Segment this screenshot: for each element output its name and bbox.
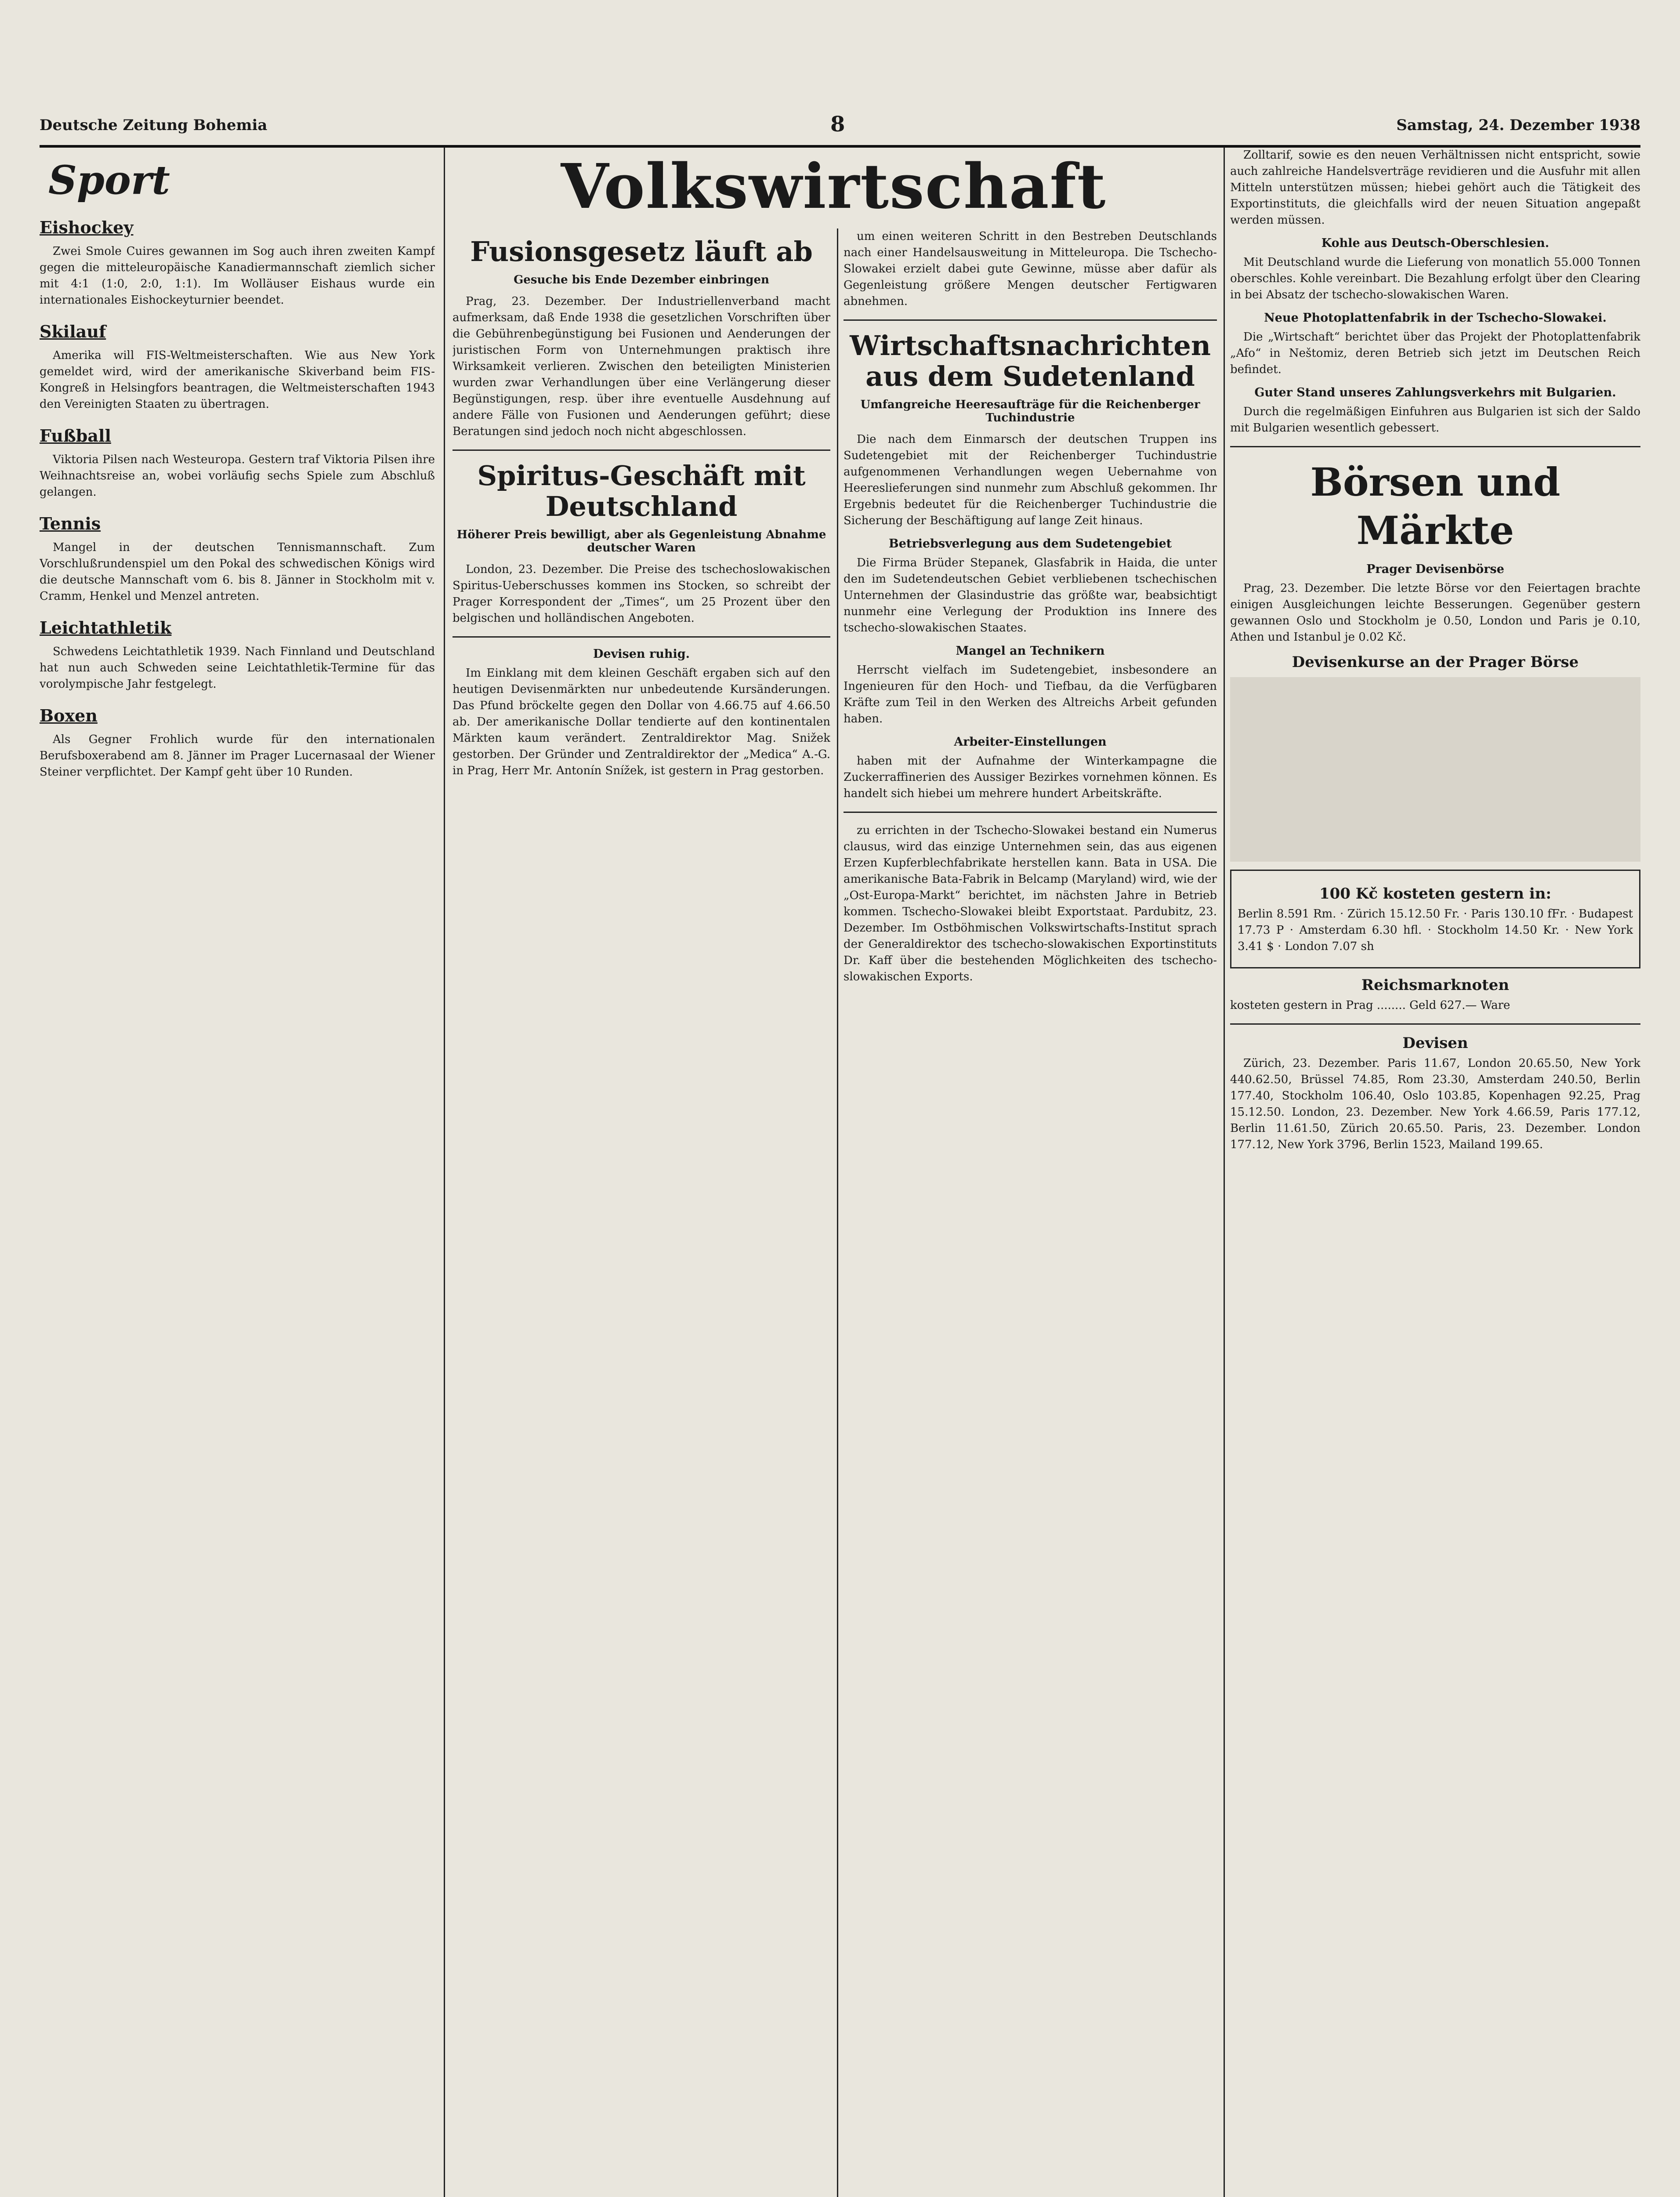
article-subhead: Betriebsverlegung aus dem Sudetengebiet [888, 537, 1172, 551]
article-rule [844, 319, 1217, 321]
article-text: Schwedens Leichtathletik 1939. Nach Finnland und Deutschland hat nun auch Schweden seine Leichtathletik-Termine für das vorolympische Jahr festgelegt. [40, 645, 435, 691]
article-text: Mit Deutschland wurde die Lieferung von monatlich 55.000 Tonnen oberschles. Kohle vereinbart. Die Bezahlung erfolgt über den Clearing in bei Absatz der tschecho-slowakischen Waren. [1230, 256, 1640, 301]
article-rule [453, 636, 830, 638]
article-rule [844, 812, 1217, 813]
article-subhead: Neue Photoplattenfabrik in der Tschecho-Slowakei. [1264, 311, 1607, 325]
article-text: Prag, 23. Dezember. Die letzte Börse vor den Feiertagen brachte einigen Ausgleichungen leichte Besserungen. Gegenüber gestern gewannen Oslo und Stockholm je 0.50, London und Paris je 0.10, Athen und Istanbul je 0.02 Kč. [1230, 582, 1640, 644]
article-subhead: Prager Devisenbörse [1366, 562, 1504, 576]
currency-box-title: 100 Kč kosteten gestern in: [1319, 885, 1552, 903]
economy-column-1 [453, 228, 830, 2197]
currency-box-text: Berlin 8.591 Rm. · Zürich 15.12.50 Fr. · Paris 130.10 fFr. · Budapest 17.73 P · Amsterdam 6.30 hfl. · Stockholm 14.50 Kr. · New York 3.41 $ · London 7.07 sh [1238, 907, 1633, 953]
article-subhead: Mangel an Technikern [956, 644, 1105, 658]
exchange-table-title: Devisenkurse an der Prager Börse [1292, 653, 1579, 671]
article-text: Amerika will FIS-Weltmeisterschaften. Wie aus New York gemeldet wird, wird der amerikanische Skiverband beim FIS-Kongreß in Helsingfors beantragen, die Weltmeisterschaften 1943 den Vereinigten Staaten zu übertragen. [40, 349, 435, 411]
article-text: Die Firma Brüder Stepanek, Glasfabrik in Haida, die unter den im Sudetendeutschen Gebiet verbliebenen tschechischen Unternehmen der Glasindustrie das größte war, beabsichtigt nunmehr eine Verlegung der Produktion ins Innere des tschecho-slowakischen Staates. [844, 556, 1217, 634]
article-headline: Wirtschaftsnachrichten aus dem Sudetenland [850, 330, 1211, 392]
article-text: Im Einklang mit dem kleinen Geschäft ergaben sich auf den heutigen Devisenmärkten nur unbedeutende Kursänderungen. Das Pfund bröckelte gegen den Dollar von 4.66.75 auf 4.66.50 ab. Der amerikanische Dollar tendierte auf den kontinentalen Märkten kaum verändert. Zentraldirektor Mag. Snižek gestorben. Der Gründer und Zentraldirektor der „Medica“ A.-G. in Prag, Herr Mr. Antonín Snížek, ist gestern in Prag gestorben. [453, 667, 830, 777]
article-text: Die nach dem Einmarsch der deutschen Truppen ins Sudetengebiet mit der Reichenberger Tuchindustrie aufgenommenen Verhandlungen wegen Uebernahme von Heereslieferungen sind nunmehr zum Abschluß gekommen. Ihr Ergebnis bedeutet für die Reichenberger Tuchindustrie die Sicherung der Beschäftigung auf lange Zeit hinaus. [844, 433, 1217, 527]
article-text: Zürich, 23. Dezember. Paris 11.67, London 20.65.50, New York 440.62.50, Brüssel 74.85, Rom 23.30, Amsterdam 240.50, Berlin 177.40, Stockholm 106.40, Oslo 103.85, Kopenhagen 92.25, Prag 15.12.50. London, 23. Dezember. New York 4.66.59, Paris 177.12, Berlin 11.61.50, Zürich 20.65.50. Paris, 23. Dezember. London 177.12, New York 3796, Berlin 1523, Mailand 199.65. [1230, 1057, 1640, 1151]
article-subhead: Guter Stand unseres Zahlungsverkehrs mit Bulgarien. [1254, 386, 1616, 399]
article-text: Prag, 23. Dezember. Der Industriellenverband macht aufmerksam, daß Ende 1938 die gesetzlichen Vorschriften über die Gebührenbegünstigung bei Fusionen und Aenderungen der juristischen Form von Unternehmungen praktisch ihre Wirksamkeit verlieren. Zwischen den beteiligten Ministerien wurden zwar Verhandlungen über eine Verlängerung dieser Begünstigungen, resp. über ihre eventuelle Ausdehnung auf andere Fälle von Fusionen und Aenderungen geführt; diese Beratungen sind jedoch noch nicht abgeschlossen. [453, 295, 830, 438]
article-text: zu errichten in der Tschecho-Slowakei bestand ein Numerus clausus, wird das einzige Unternehmen sein, das aus eigenen Erzen Kupferblechfabrikate herstellen kann. Bata in USA. Die amerikanische Bata-Fabrik in Belcamp (Maryland) wird, wie der „Ost-Europa-Markt“ berichtet, im nächsten Jahre in Betrieb kommen. Tschecho-Slowakei bleibt Exportstaat. Pardubitz, 23. Dezember. Im Ostböhmischen Volkswirtschafts-Institut sprach der Generaldirektor des tschecho-slowakischen Exportinstituts Dr. Kaff über die bestehenden Möglichkeiten des tschecho-slowakischen Exports. [844, 824, 1217, 983]
column-rule [837, 228, 838, 2197]
section-heading: Boxen [40, 706, 98, 725]
markets-column [1230, 147, 1640, 2197]
section-heading: Fußball [40, 426, 111, 446]
page-number: 8 [830, 112, 845, 137]
article-text: Durch die regelmäßigen Einfuhren aus Bulgarien ist sich der Saldo mit Bulgarien wesentlich gebessert. [1230, 405, 1640, 435]
exchange-rate-table [1230, 677, 1640, 862]
article-rule [1230, 446, 1640, 447]
currency-box [1230, 870, 1640, 968]
article-text: Herrscht vielfach im Sudetengebiet, insbesondere an Ingenieuren für den Hoch- und Tiefbau, da die Verfügbaren Kräfte zum Teil in den Werken des Altreichs Arbeit gefunden haben. [844, 663, 1217, 725]
article-kicker: Umfangreiche Heeresaufträge für die Reichenberger Tuchindustrie [860, 398, 1200, 424]
section-heading: Skilauf [40, 322, 106, 341]
article-text: kosteten gestern in Prag ........ Geld 627.— Ware [1230, 999, 1510, 1012]
markets-headline: Börsen und Märkte [1310, 459, 1561, 553]
section-heading: Leichtathletik [40, 618, 172, 638]
article-headline: Spiritus-Geschäft mit Deutschland [477, 460, 806, 522]
page-header [40, 112, 1640, 143]
article-text: Zwei Smole Cuires gewannen im Sog auch ihren zweiten Kampf gegen die mitteleuropäische Kanadiermannschaft ziemlich sicher mit 4:1 (1:0, 2:0, 1:1). Im Wolläuser Eishaus wurde ein internationales Eishockeyturnier beendet. [40, 245, 435, 307]
article-text: haben mit der Aufnahme der Winterkampagne die Zuckerraffinerien des Aussiger Bezirkes vornehmen können. Es handelt sich hiebei um mehrere hundert Arbeitskräfte. [844, 754, 1217, 800]
article-subhead: Reichsmarknoten [1361, 976, 1510, 994]
article-text: Die „Wirtschaft“ berichtet über das Projekt der Photoplattenfabrik „Afo“ in Neštomiz, deren Betrieb sich jetzt im Deutschen Reich befindet. [1230, 330, 1640, 376]
article-rule [1230, 1023, 1640, 1025]
article-text: Als Gegner Frohlich wurde für den internationalen Berufsboxerabend am 8. Jänner im Prager Lucernasaal der Wiener Steiner verpflichtet. Der Kampf geht über 10 Runden. [40, 733, 435, 779]
article-rule [453, 450, 830, 451]
article-subhead: Devisen ruhig. [593, 647, 690, 661]
article-subhead: Devisen [1402, 1034, 1468, 1052]
section-heading: Tennis [40, 514, 101, 533]
sport-column [40, 147, 435, 2197]
masthead-volkswirtschaft: Volkswirtschaft [561, 151, 1107, 223]
economy-column-2 [844, 228, 1217, 2197]
column-rule [1224, 147, 1225, 2197]
article-kicker: Gesuche bis Ende Dezember einbringen [514, 273, 769, 286]
article-text: London, 23. Dezember. Die Preise des tschechoslowakischen Spiritus-Ueberschusses kommen ins Stocken, so schreibt der Prager Korrespondent der „Times“, um 25 Prozent über den belgischen und holländischen Angeboten. [453, 563, 830, 625]
article-kicker: Höherer Preis bewilligt, aber als Gegenleistung Abnahme deutscher Waren [456, 528, 826, 555]
article-text: Mangel in der deutschen Tennismannschaft. Zum Vorschlußrundenspiel um den Pokal des schwedischen Königs wird die deutsche Mannschaft vom 6. bis 8. Jänner in Stockholm mit v. Cramm, Henkel und Menzel antreten. [40, 541, 435, 603]
article-headline: Fusionsgesetz läuft ab [470, 236, 813, 268]
issue-date: Samstag, 24. Dezember 1938 [1396, 116, 1640, 134]
newspaper-name: Deutsche Zeitung Bohemia [40, 116, 268, 134]
column-rule [444, 147, 445, 2197]
sport-title: Sport [48, 157, 170, 203]
article-subhead: Kohle aus Deutsch-Oberschlesien. [1321, 236, 1550, 250]
article-subhead: Arbeiter-Einstellungen [954, 735, 1107, 749]
section-heading: Eishockey [40, 218, 134, 237]
article-text: um einen weiteren Schritt in den Bestreben Deutschlands nach einer Handelsausweitung in Mitteleuropa. Die Tschecho-Slowakei erzielt dabei gute Gewinne, müsse aber dafür als Gegenleistung größere Mengen deutscher Fertigwaren abnehmen. [844, 230, 1217, 308]
article-text: Zolltarif, sowie es den neuen Verhältnissen nicht entspricht, sowie auch zahlreiche Handelsverträge revidieren und die Ausfuhr mit allen Mitteln unterstützen müssen; hiebei gehört auch die Tätigkeit des Exportinstituts, die gleichfalls wird der neuen Situation angepaßt werden müssen. [1230, 149, 1640, 227]
article-text: Viktoria Pilsen nach Westeuropa. Gestern traf Viktoria Pilsen ihre Weihnachtsreise an, wobei vorläufig sechs Spiele zum Abschluß gelangen. [40, 453, 435, 499]
